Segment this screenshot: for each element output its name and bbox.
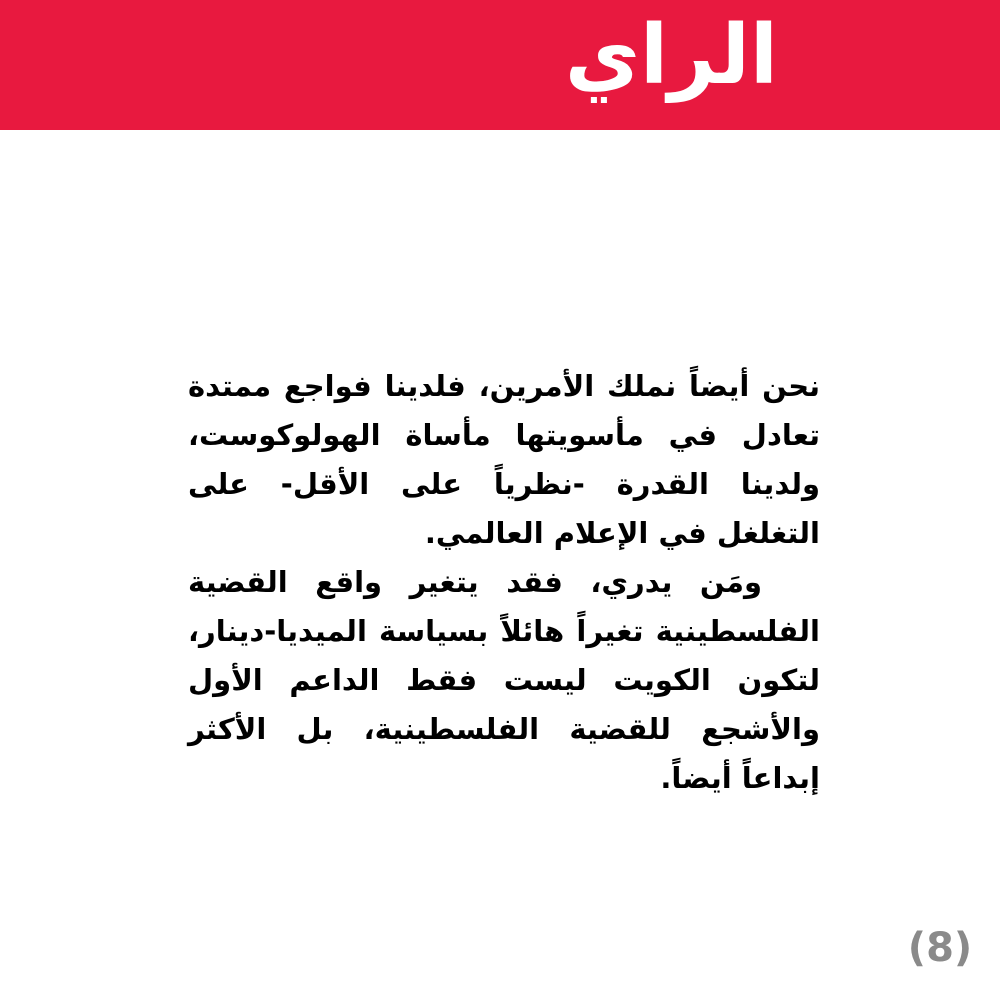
page-number: (8) [907,925,973,971]
header-bar [0,0,1000,130]
paragraph-1: نحن أيضاً نملك الأمرين، فلدينا فواجع ممتدة تعادل في مأسويتها مأساة الهولوكوست، ولدينا القدرة -نظرياً على الأقل- على التغلغل في الإعلام العالمي. [188,369,820,550]
paragraph-2: ومَن يدري، فقد يتغير واقع القضية الفلسطينية تغيراً هائلاً بسياسة الميديا-دينار، لتكون الكويت ليست فقط الداعم الأول والأشجع للقضية الفلسطينية، بل الأكثر إبداعاً أيضاً. [188,565,820,795]
logo: الراي [564,8,778,103]
article-body [188,362,820,803]
